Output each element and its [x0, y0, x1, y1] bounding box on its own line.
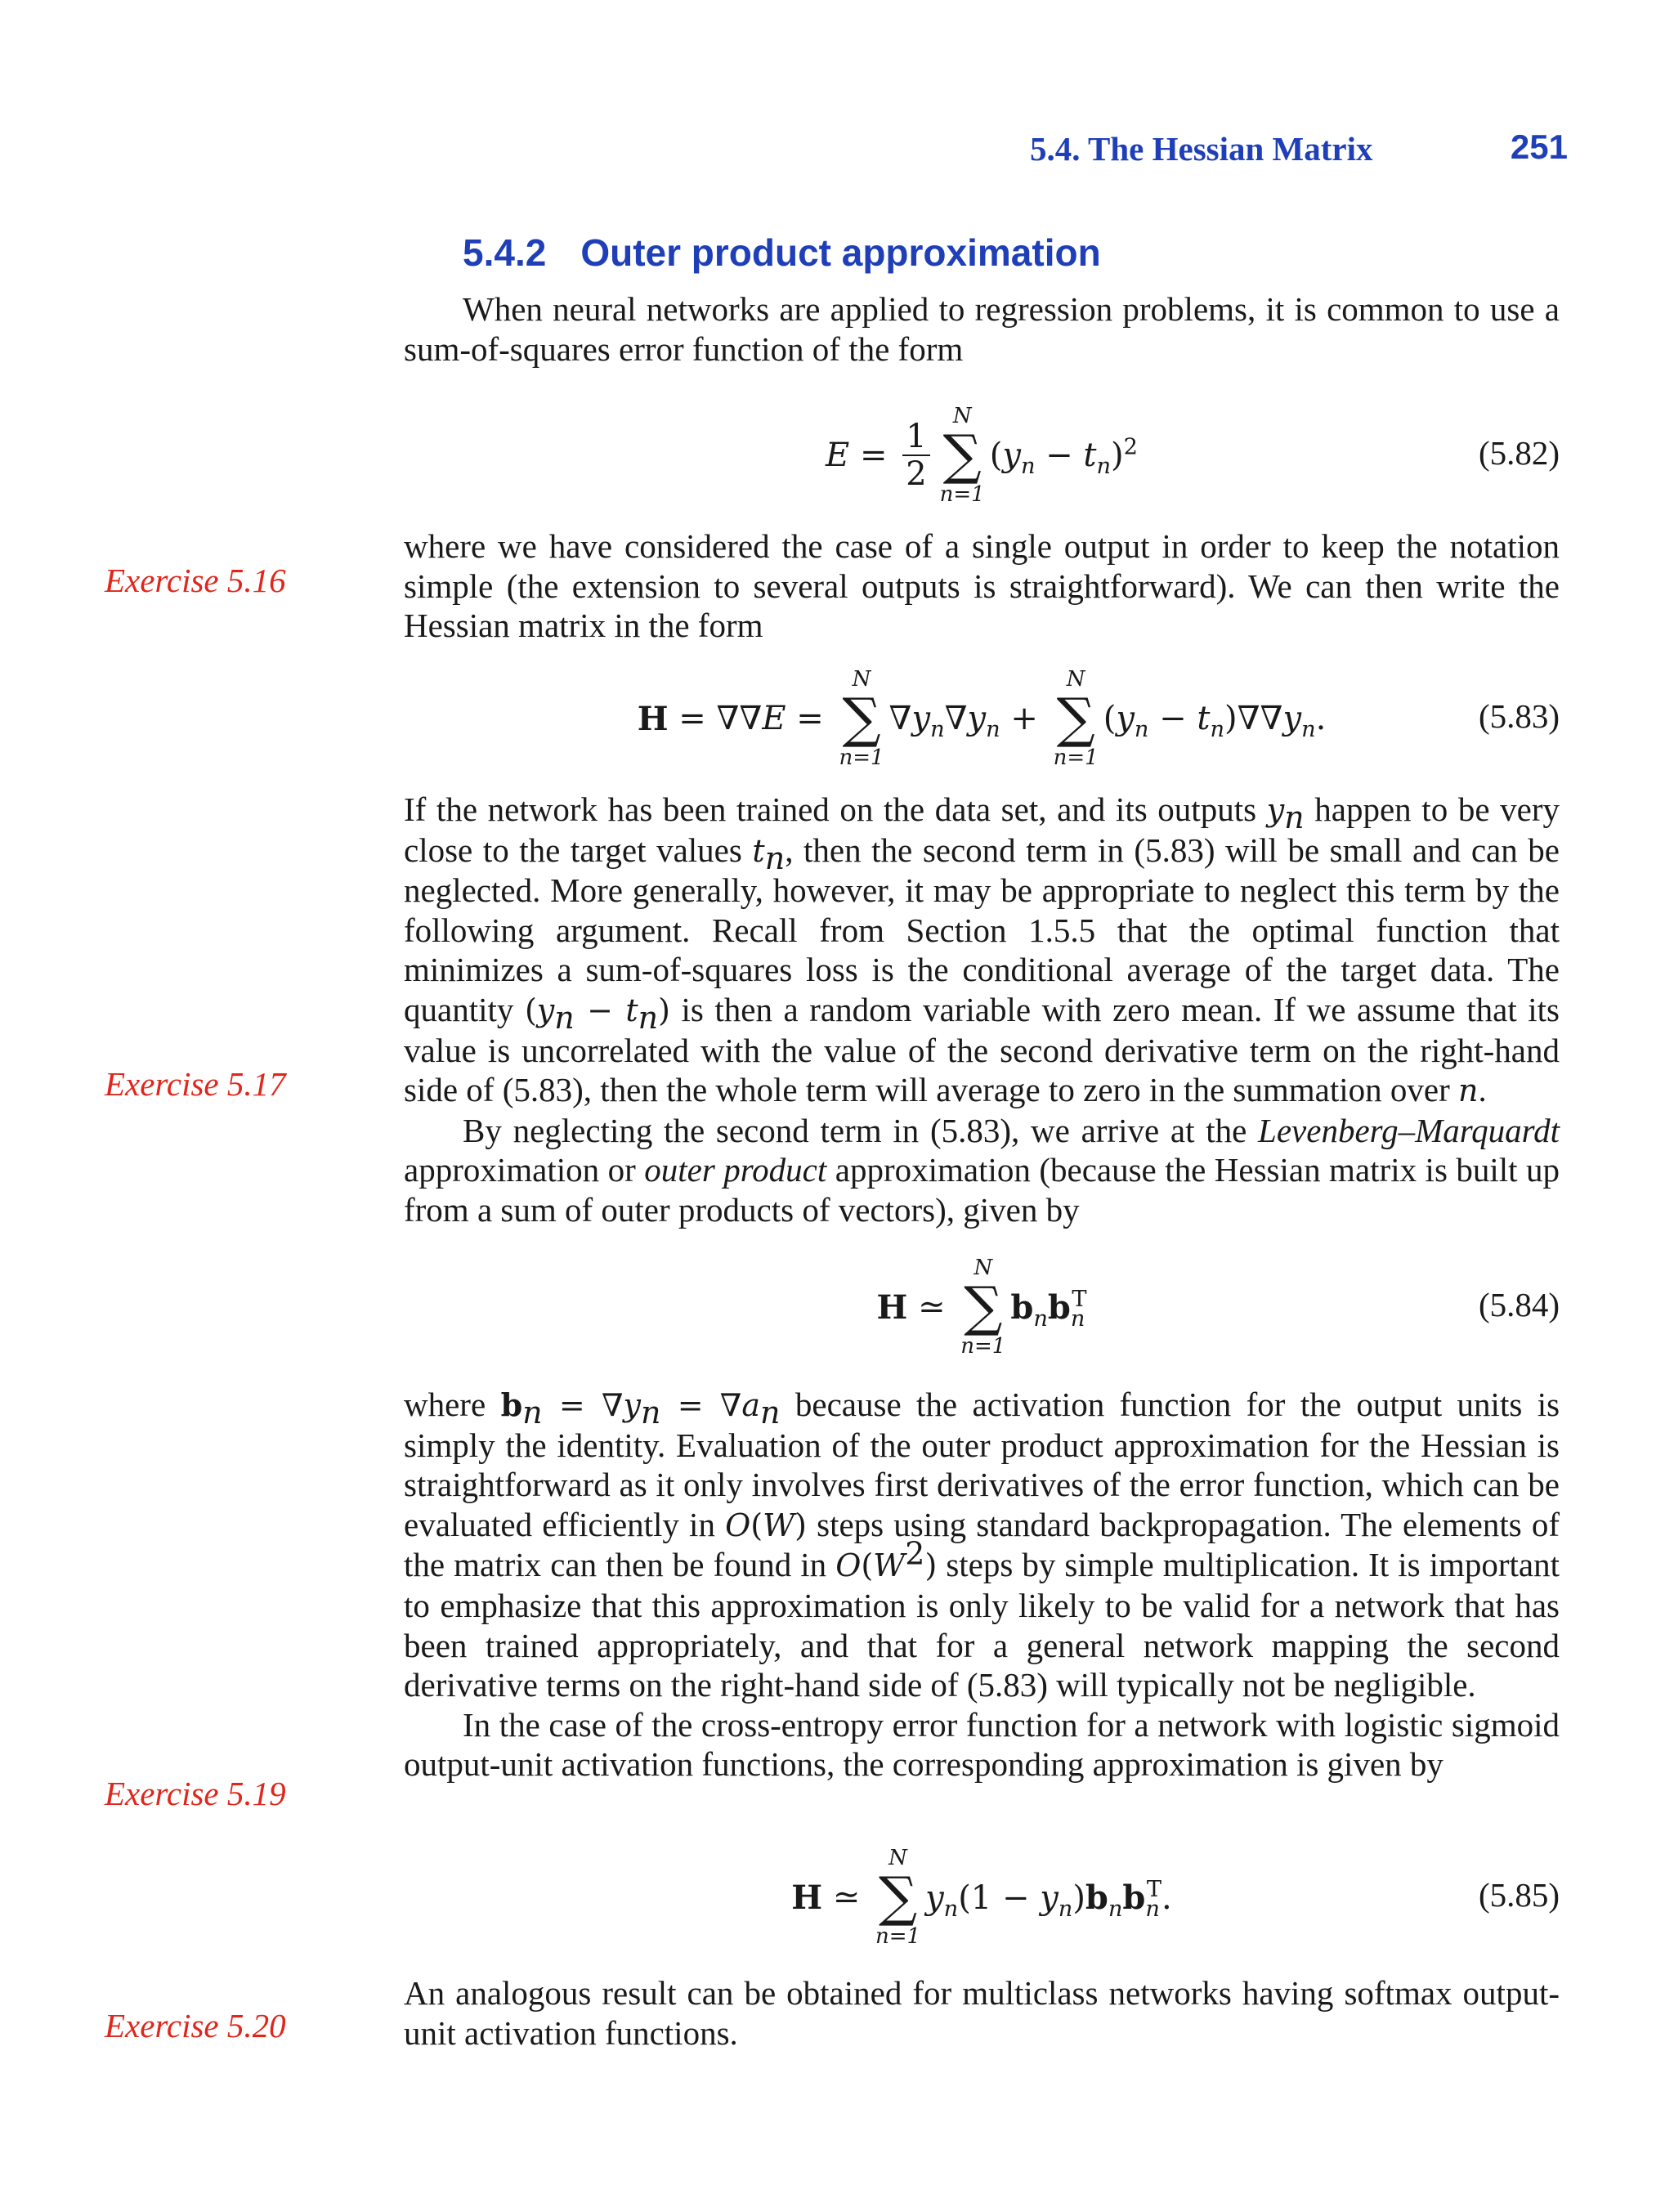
equation-body: H ≃ N ∑ n=1 $y_n(1 - y_n)b_nb_n^T$. [791, 1846, 1172, 1949]
paragraph-text: because the activation function for the output units is simply the identity. Evaluation of the outer product approximation for the Hessian is straightforward as it only involves first derivatives of the error function, which can be evaluated efficiently in [404, 1386, 1560, 1543]
emphasis-term: Levenberg–Marquardt [1258, 1111, 1560, 1149]
margin-note-exercise-5-17[interactable]: Exercise 5.17 [105, 1065, 286, 1103]
paragraph-text: If the network has been trained on the data set, and its outputs [404, 790, 1257, 828]
paragraph-text: steps using standard backpropagation. The elements of the matrix can then be found in [404, 1505, 1560, 1584]
margin-note-exercise-5-20[interactable]: Exercise 5.20 [105, 2007, 286, 2044]
equation-number: (5.85) [1478, 1876, 1560, 1914]
paragraph-evaluation: where $b_n = \nabla y_n = \nabla a_n$ because the activation function for the output units is simply the identity. Evaluation of the outer product approximation for the Hessian is straightforward as it only involves first derivatives of the error function, which can be evaluated efficiently in O(W) steps using standard backpropagation. The elements of the matrix can then be found in $O(W^2)$ steps by simple multiplication. It is important to emphasize that this approximation is only likely to be valid for a network that has been trained appropriately, and that for a general network mapping the second derivative terms on the right-hand side of (5.83) will typically not be negligible. In the case of the cross-entropy error function for a network with logistic sigmoid output-unit activation functions, the corresponding approximation is given by [404, 1386, 1560, 1784]
running-header: 5.4. The Hessian Matrix [1030, 130, 1373, 168]
equation-body: H ≃ N ∑ n=1 $b_nb_n^T$ [876, 1256, 1087, 1359]
paragraph-text: , then the second term in (5.83) will be small and can be neglected. More generally, however, it may be appropriate to neglect this term by the following argument. Recall from Section 1.5.5 that the optimal function that minimizes a sum-of-squares loss is the conditional average of the target data. The quantity [404, 831, 1560, 1028]
paragraph-argument: If the network has been trained on the data set, and its outputs $y_n$ happen to be very close to the target values $t_n$, then the second term in (5.83) will be small and can be neglected. More generally, however, it may be appropriate to neglect this term by the following argument. Recall from Section 1.5.5 that the optimal function that minimizes a sum-of-squares loss is the conditional average of the target data. The quantity $(y_n - t_n)$ is then a random variable with zero mean. If we assume that its value is uncorrelated with the value of the second derivative term on the right-hand side of (5.83), then the whole term will average to zero in the summation over n. By neglecting the second term in (5.83), we arrive at the Levenberg–Marquardt approximation or outer product approximation (because the Hessian matrix is built up from a sum of outer products of vectors), given by [404, 790, 1560, 1229]
paragraph-text: steps by simple multiplication. It is important to emphasize that this approximation is only likely to be valid for a network that has been trained appropriately, and that for a general network mapping the second derivative terms on the right-hand side of (5.83) will typically not be negligible. [404, 1546, 1560, 1704]
paragraph-text: approximation or [404, 1151, 636, 1189]
paragraph-intro [404, 289, 1560, 369]
paragraph-text: approximation (because the Hessian matrix is built up from a sum of outer products of vectors), given by [404, 1151, 1560, 1229]
equation-body: E = $\frac{1}{2}$ N ∑ n=1 $(y_n - t_n)^2$ [826, 404, 1138, 507]
margin-note-exercise-5-16[interactable]: Exercise 5.16 [105, 562, 286, 599]
equation-5-84 [404, 1238, 1560, 1377]
section-number: 5.4.2 [463, 231, 547, 274]
paragraph-text: When neural networks are applied to regression problems, it is common to use a sum-of-squares error function of the form [404, 290, 1560, 368]
emphasis-term: outer product [644, 1151, 827, 1189]
paragraph-multiclass [404, 1973, 1560, 2053]
equation-5-82 [404, 386, 1560, 525]
equation-5-83 [404, 649, 1560, 788]
equation-number: (5.84) [1478, 1286, 1560, 1323]
paragraph-text: An analogous result can be obtained for multiclass networks having softmax output-unit activation functions. [404, 1974, 1560, 2052]
paragraph-text: In the case of the cross-entropy error function for a network with logistic sigmoid output-unit activation functions, the corresponding approximation is given by [404, 1705, 1560, 1784]
paragraph-text: where [404, 1386, 486, 1423]
paragraph-text: where we have considered the case of a single output in order to keep the notation simple (the extension to several outputs is straightforward). We can then write the Hessian matrix in the form [404, 527, 1560, 645]
section-title: Outer product approximation [580, 231, 1101, 274]
paragraph-text: is then a random variable with zero mean. If we assume that its value is uncorrelated with the value of the second derivative term on the right-hand side of (5.83), then the whole term will average to zero in the summation over [404, 990, 1560, 1109]
section-heading [463, 231, 1101, 275]
page-number: 251 [1510, 128, 1568, 166]
paragraph-hessian-form [404, 526, 1560, 646]
equation-body: H = ∇∇ E = N ∑ n=1 $\nabla y_n\nabla y_n$ + N ∑ n=1 $(y_n - t_n)\nabla\nabla y_n$. [637, 667, 1327, 770]
equation-5-85 [404, 1828, 1560, 1967]
paragraph-text: By neglecting the second term in (5.83), we arrive at the [463, 1111, 1247, 1149]
paragraph-text: happen to be very close to the target values [404, 790, 1560, 869]
equation-number: (5.82) [1478, 434, 1560, 472]
equation-number: (5.83) [1478, 697, 1560, 735]
margin-note-exercise-5-19[interactable]: Exercise 5.19 [105, 1775, 286, 1812]
